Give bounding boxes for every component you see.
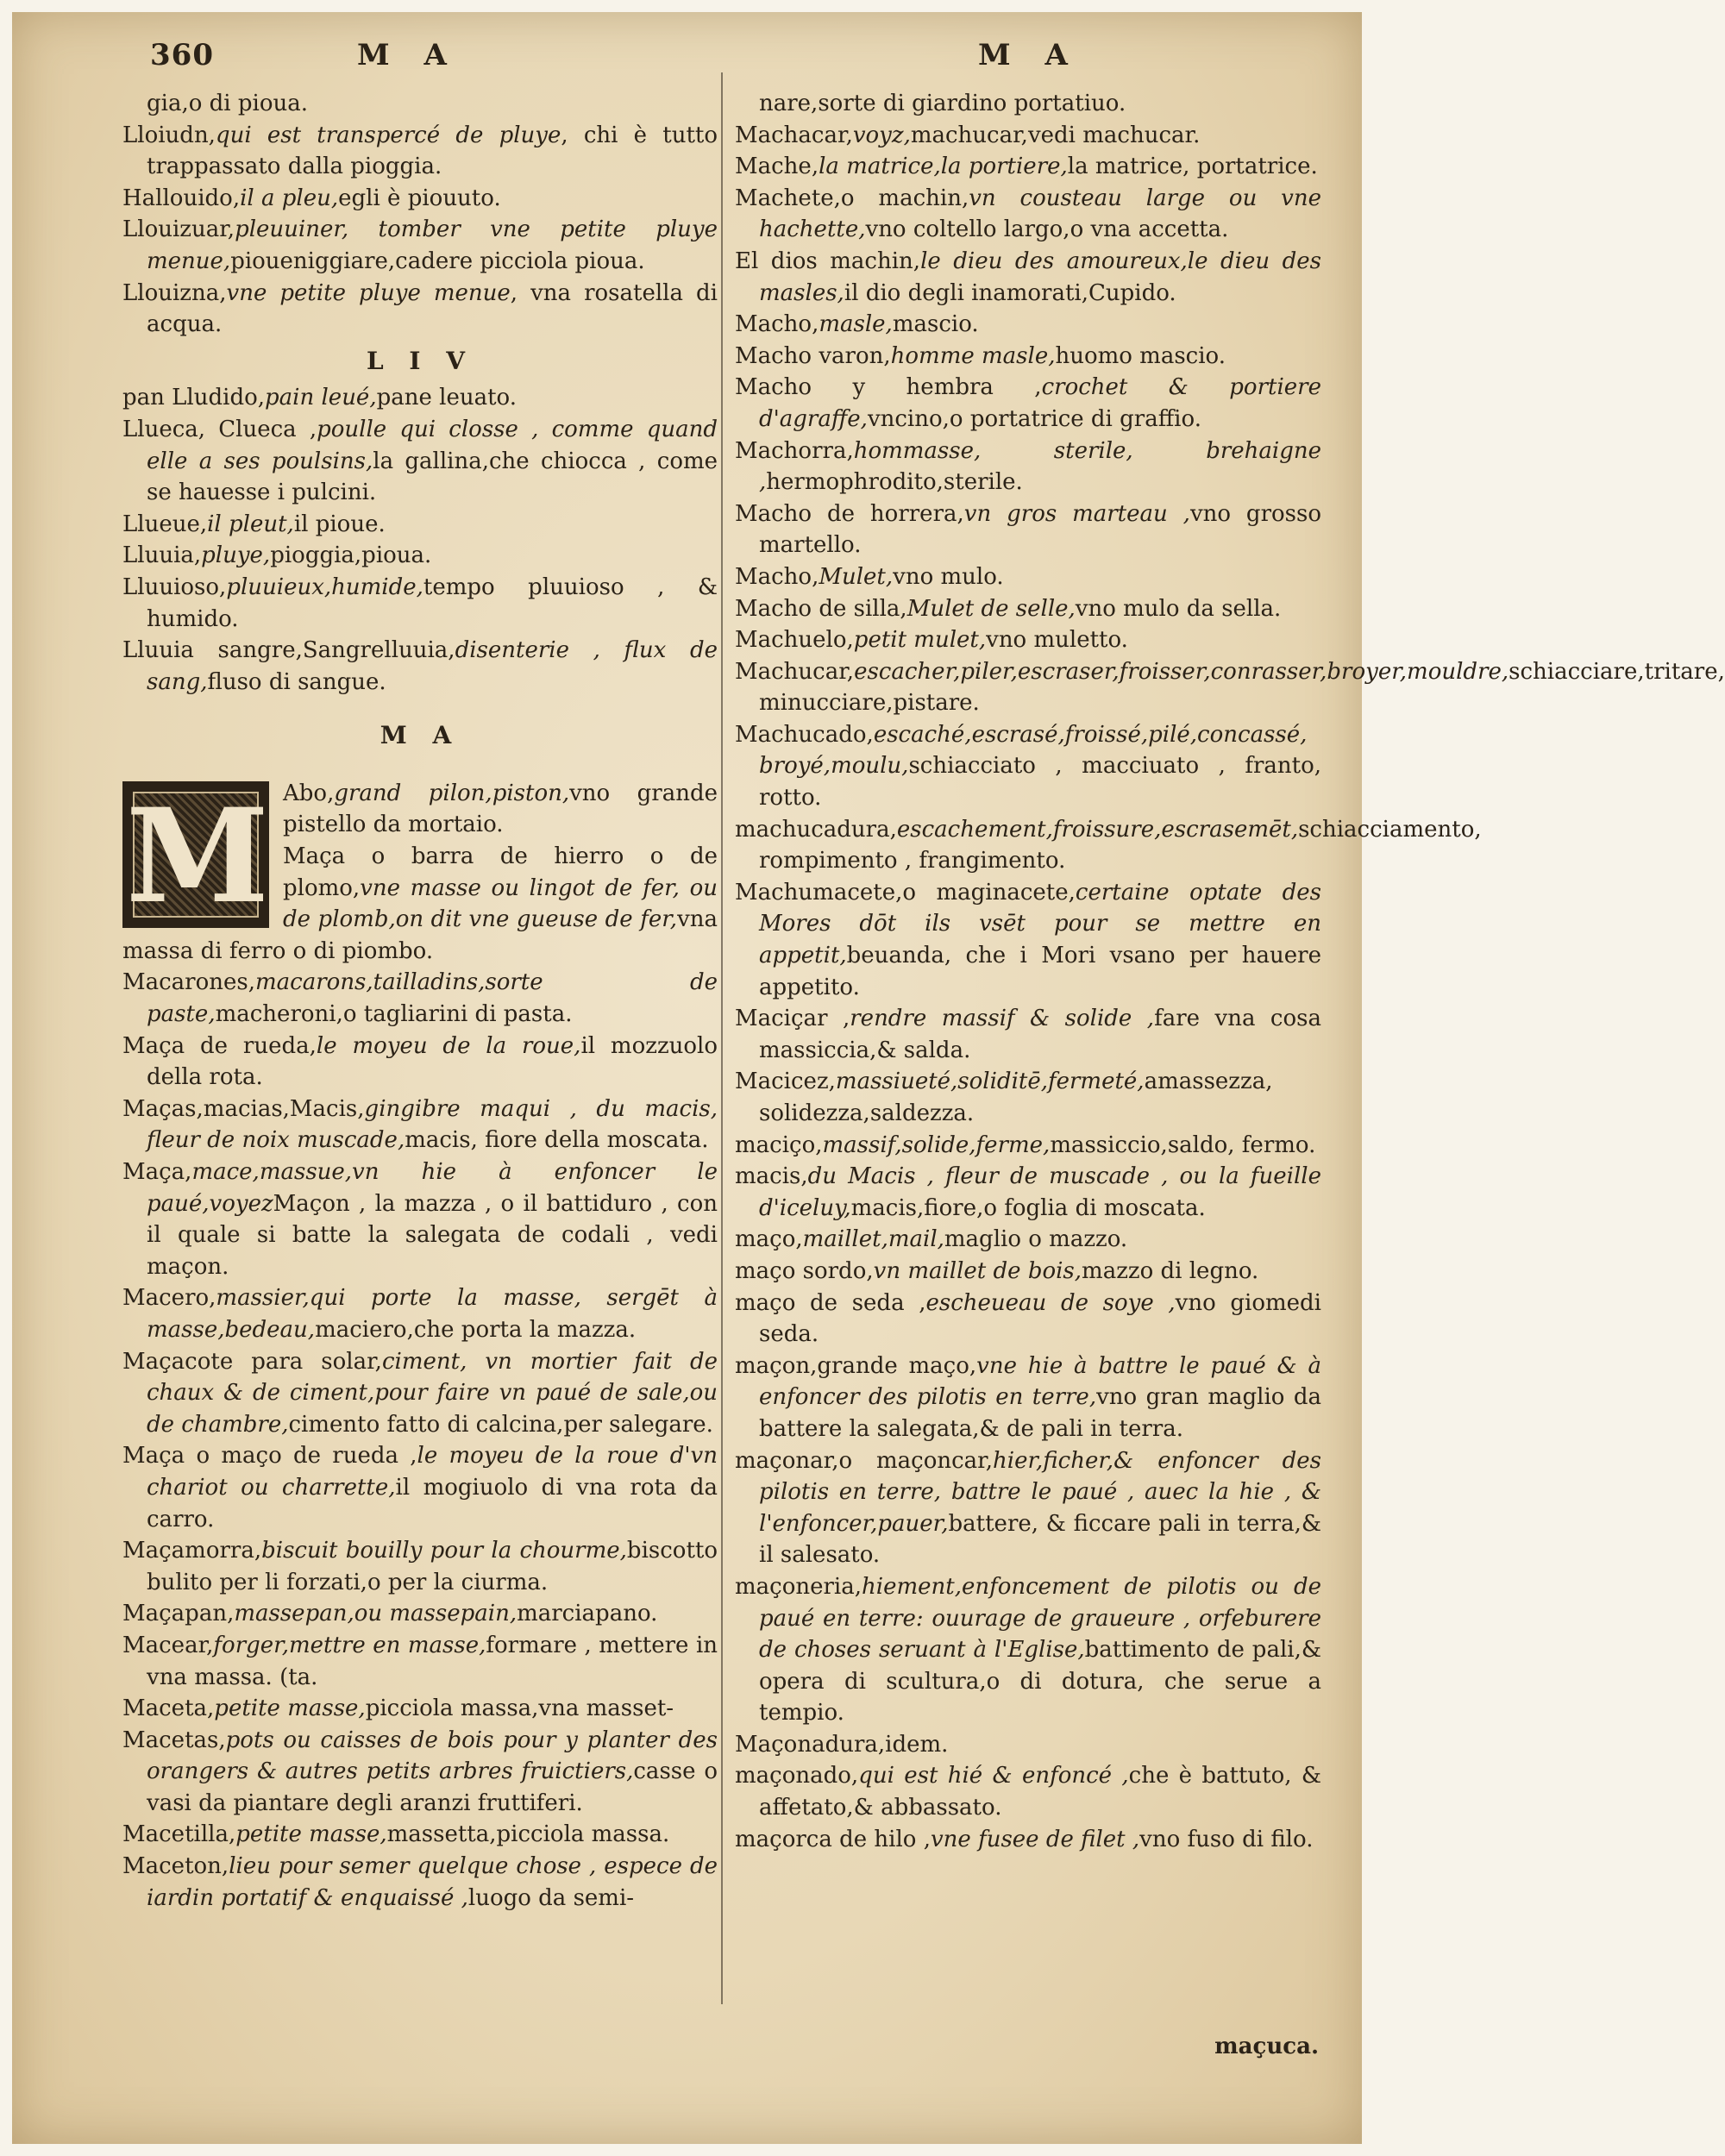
dictionary-page <box>12 12 1725 2144</box>
entry-italian: nare,sorte di giardino portatiuo. <box>759 91 1126 116</box>
entry-italian: tempo pluuioso , & humido. <box>147 573 718 632</box>
entry-french: vne petite pluye menue <box>226 279 511 306</box>
entry-headword: macis, <box>735 1163 808 1190</box>
entry-headword: Lloiudn, <box>122 122 216 148</box>
entry-italian: , chi è tutto trappassato dalla pioggia. <box>147 122 718 180</box>
entry-italian: pioueniggiare,cadere picciola pioua. <box>230 248 645 274</box>
right-column <box>735 88 1725 1855</box>
dictionary-entry <box>735 877 1321 1003</box>
dictionary-entry <box>735 498 1321 561</box>
dictionary-entry <box>122 1282 718 1345</box>
dictionary-entry <box>735 183 1321 246</box>
entry-italian: egli è piouuto. <box>338 185 501 211</box>
entry-italian: Maçon , la mazza , o il battiduro , con il quale si batte la salegata de codali , vedi maçon. <box>147 1190 718 1280</box>
entry-continuation <box>735 88 1321 120</box>
entry-headword: Llouizna, <box>122 279 227 306</box>
catchword: maçuca. <box>1214 2034 1319 2059</box>
entry-headword: Maça o barra de hierro o de plomo, <box>283 843 718 901</box>
section-heading: L I V <box>366 346 474 375</box>
entry-french: vn cousteau large ou vne hachette, <box>759 185 1322 243</box>
dictionary-entry <box>735 246 1321 309</box>
entry-french: ciment, vn mortier fait de chaux & de ciment,pour faire vn paué de sale,ou de chambre, <box>147 1348 718 1438</box>
dictionary-entry <box>735 719 1321 814</box>
entry-italian: marciapano. <box>517 1601 658 1627</box>
entry-italian: machucar,vedi machucar. <box>910 122 1201 148</box>
dictionary-entry <box>735 1066 1321 1129</box>
entry-headword: Macho, <box>735 311 819 338</box>
dictionary-entry <box>122 540 718 572</box>
entry-italian: vno muletto. <box>986 627 1128 654</box>
entry-headword: Lluuia sangre,Sangrelluuia, <box>122 637 455 664</box>
entry-italian: idem. <box>885 1731 949 1758</box>
entry-headword: Macho de silla, <box>735 595 907 622</box>
dictionary-entry <box>735 151 1321 183</box>
entry-italian: massiccio,saldo, fermo. <box>1050 1131 1316 1158</box>
entry-french: vne hie à battre le paué & à enfoncer des pilotis en terre, <box>759 1352 1321 1411</box>
initial-letter: M <box>126 780 270 932</box>
dictionary-entry <box>735 1161 1321 1224</box>
entry-french: pain leué, <box>265 385 377 411</box>
entry-french: petite masse, <box>235 1821 387 1848</box>
entry-headword: Macear, <box>122 1632 214 1658</box>
dictionary-entry <box>735 1760 1321 1823</box>
entry-italian: vno grosso martello. <box>759 500 1321 559</box>
entry-headword: Maça de rueda, <box>122 1032 317 1059</box>
entry-headword: maçon,grande maço, <box>735 1352 977 1379</box>
entry-headword: Maçacote para solar, <box>122 1348 382 1375</box>
entry-italian: vno grande pistello da mortaio. <box>283 780 718 838</box>
dictionary-entry <box>735 1729 1321 1761</box>
entry-headword: Maceton, <box>122 1853 229 1880</box>
entry-italian: vno fuso di filo. <box>1139 1826 1314 1852</box>
dictionary-entry <box>735 656 1725 719</box>
entry-italian: amassezza, solidezza,saldezza. <box>759 1069 1273 1126</box>
entry-french: pluuieux,humide, <box>226 573 423 600</box>
dictionary-entry <box>735 120 1321 152</box>
entry-french: qui est transpercé de pluye <box>215 122 561 148</box>
entry-french: le moyeu de la roue, <box>316 1032 581 1059</box>
entry-french: vn gros marteau , <box>963 500 1190 527</box>
entry-french: forger,mettre en masse, <box>213 1632 486 1658</box>
entry-french: petit mulet, <box>853 627 987 654</box>
entry-italian: vno gran maglio da battere la salegata,& de pali in terra. <box>759 1384 1321 1442</box>
decorated-initial-icon <box>122 780 270 932</box>
entry-italian: macheroni,o tagliarini di pasta. <box>215 1001 573 1028</box>
entry-headword: Macho y hembra , <box>735 374 1042 401</box>
entry-french: pleuuiner, tomber vne petite pluye menue, <box>147 216 718 274</box>
entry-headword: Maçapan, <box>122 1601 235 1627</box>
entry-italian: pane leuato. <box>376 385 517 411</box>
entry-italian: casse o vasi da piantare degli aranzi fruttiferi. <box>147 1758 718 1816</box>
entry-headword: Machuelo, <box>735 627 854 654</box>
entry-french: massif,solide,ferme, <box>822 1131 1051 1158</box>
column-divider <box>721 72 723 2004</box>
entry-headword: Maça o maço de rueda , <box>122 1443 417 1470</box>
dictionary-entry <box>735 1256 1321 1288</box>
dictionary-entry <box>735 436 1321 498</box>
entry-italian: gia,o di pioua. <box>147 91 308 116</box>
entry-headword: maçonado, <box>735 1763 859 1789</box>
entry-headword: Hallouido, <box>122 185 241 211</box>
entry-italian: il mozzuolo della rota. <box>147 1032 718 1091</box>
entry-french: vn maillet de bois, <box>873 1257 1082 1284</box>
dictionary-entry <box>735 624 1321 656</box>
entry-italian: beuanda, che i Mori vsano per hauere appetito. <box>759 943 1321 1000</box>
entry-french: voyz, <box>852 122 911 148</box>
entry-headword: Maceta, <box>122 1695 215 1722</box>
entry-headword: Macarones, <box>122 969 256 996</box>
entry-french: hommasse, sterile, brehaigne , <box>759 437 1321 496</box>
dictionary-entry <box>735 1351 1321 1445</box>
entry-italian: vno mulo. <box>893 563 1004 590</box>
entry-headword: Machucado, <box>735 721 874 748</box>
dictionary-entry <box>122 572 718 635</box>
entry-french: escachement,froissure,escrasemēt, <box>896 816 1299 843</box>
section-heading: M A <box>380 721 461 750</box>
entry-italian: fare vna cosa massiccia,& salda. <box>759 1006 1321 1063</box>
entry-headword: Macero, <box>122 1285 216 1312</box>
entry-italian: massetta,picciola massa. <box>386 1821 670 1848</box>
entry-french: Mulet de selle, <box>906 595 1076 622</box>
entry-headword: Machete,o machin, <box>735 185 969 211</box>
entry-headword: maçonar,o maçoncar, <box>735 1447 994 1474</box>
dictionary-entry <box>122 1094 718 1156</box>
dictionary-entry <box>122 1031 718 1094</box>
entry-italian: mascio. <box>892 311 979 338</box>
entry-headword: pan Lludido, <box>122 385 266 411</box>
dictionary-entry <box>735 341 1321 373</box>
entry-french: petite masse, <box>214 1695 366 1722</box>
entry-italian: la matrice, portatrice. <box>1067 154 1318 180</box>
dictionary-entry <box>122 382 718 414</box>
entry-headword: Machumacete,o maginacete, <box>735 879 1076 906</box>
entry-headword: Macicez, <box>735 1069 836 1095</box>
dictionary-entry <box>122 214 718 277</box>
entry-italian: huomo mascio. <box>1055 342 1226 369</box>
entry-headword: Machucar, <box>735 658 855 685</box>
entry-headword: Macetilla, <box>122 1821 236 1848</box>
entry-headword: Macho varon, <box>735 342 891 369</box>
entry-headword: maço de seda , <box>735 1289 926 1316</box>
entry-italian: cimento fatto di calcina,per salegare. <box>288 1411 713 1438</box>
dictionary-entry <box>122 635 718 698</box>
entry-italian: il dio degli inamorati,Cupido. <box>844 279 1176 306</box>
entry-french: Mulet, <box>819 563 894 590</box>
entry-headword: Maçamorra, <box>122 1538 262 1564</box>
entry-headword: Lluuia, <box>122 542 202 569</box>
dictionary-entry <box>735 1288 1321 1351</box>
entry-italian: schiacciamento, rompimento , frangimento. <box>759 816 1482 874</box>
dictionary-entry <box>122 1819 718 1851</box>
dictionary-entry <box>122 967 718 1030</box>
entry-headword: Llueue, <box>122 511 208 537</box>
entry-italian: schiacciato , macciuato , franto, rotto. <box>759 753 1321 812</box>
dictionary-entry <box>122 278 718 341</box>
entry-headword: Maçonadura, <box>735 1731 886 1758</box>
entry-italian: vno giomedi seda. <box>759 1289 1321 1348</box>
entry-french: massier,qui porte la masse, sergēt à masse,bedeau, <box>147 1285 718 1343</box>
dictionary-entry <box>122 414 718 509</box>
entry-french: mace,massue,vn hie à enfoncer le paué,voyez <box>147 1159 718 1217</box>
entry-headword: Macetas, <box>122 1727 226 1753</box>
entry-french: escaché,escrasé,froissé,pilé,concassé, broyé,moulu, <box>759 721 1308 780</box>
initial-entry-block <box>122 778 718 968</box>
left-column <box>122 88 718 1914</box>
dictionary-entry <box>735 1224 1321 1256</box>
entry-french: la matrice,la portiere, <box>819 154 1068 180</box>
entry-french: masle, <box>819 311 893 338</box>
dictionary-entry <box>735 561 1321 593</box>
entry-french: du Macis , fleur de muscade , ou la fueille d'iceluy, <box>759 1163 1321 1221</box>
dictionary-entry <box>122 1440 718 1535</box>
entry-headword: maciço, <box>735 1131 823 1158</box>
entry-italian: vno coltello largo,o vna accetta. <box>865 216 1229 243</box>
entry-french: maillet,mail, <box>802 1226 944 1253</box>
entry-french: hier,ficher,& enfoncer des pilotis en terre, battre le paué , auec la hie , & l'enfoncer,pauer, <box>759 1447 1321 1537</box>
entry-french: escacher,piler,escraser,froisser,conrasser,broyer,mouldre, <box>854 658 1509 685</box>
entry-headword: Macho de horrera, <box>735 500 964 527</box>
entry-headword: maçoneria, <box>735 1573 862 1600</box>
entry-french: hiement,enfoncement de pilotis ou de paué en terre: ouurage de graueure , orfeburere de choses seruant à l'Eglise, <box>759 1573 1321 1664</box>
entry-italian: maglio o mazzo. <box>944 1226 1128 1253</box>
dictionary-entry <box>122 1851 718 1914</box>
entry-french: disenterie , flux de sang, <box>147 637 718 695</box>
dictionary-entry <box>122 1630 718 1693</box>
entry-italian: biscotto bulito per li forzati,o per la ciurma. <box>147 1538 718 1595</box>
entry-italian: formare , mettere in vna massa. (ta. <box>147 1632 718 1690</box>
entry-french: escheueau de soye , <box>925 1289 1176 1316</box>
entry-italian: picciola massa,vna masset- <box>365 1695 674 1722</box>
entry-italian: il mogiuolo di vna rota da carro. <box>147 1474 718 1532</box>
entry-french: il a pleu, <box>240 185 339 211</box>
entry-french: crochet & portiere d'agraffe, <box>759 374 1321 432</box>
entry-french: il pleut, <box>207 511 294 537</box>
entry-headword: Machacar, <box>735 122 853 148</box>
entry-french: le dieu des amoureux,le dieu des masles, <box>759 248 1321 306</box>
dictionary-entry <box>735 1445 1321 1571</box>
entry-headword: machucadura, <box>735 816 897 843</box>
dictionary-entry <box>122 509 718 541</box>
entry-french: grand pilon,piston, <box>334 780 570 806</box>
entry-french: lieu pour semer quelque chose , espece de iardin portatif & enquaissé , <box>147 1853 718 1911</box>
dictionary-entry <box>735 814 1482 877</box>
entry-headword: Llueca, Clueca , <box>122 416 317 442</box>
dictionary-entry <box>735 1003 1321 1066</box>
entry-french: massiueté,soliditē,fermeté, <box>835 1069 1145 1095</box>
dictionary-entry <box>735 309 1321 341</box>
entry-headword: maço, <box>735 1226 803 1253</box>
entry-italian: che è battuto, & affetato,& abbassato. <box>759 1763 1322 1821</box>
entry-french: gingibre maqui , du macis, fleur de noix muscade, <box>147 1095 718 1154</box>
dictionary-entry <box>122 183 718 215</box>
entry-continuation <box>122 88 718 120</box>
entry-italian: macis,fiore,o foglia di moscata. <box>850 1194 1206 1221</box>
entry-headword: El dios machin, <box>735 248 921 274</box>
entry-headword: Abo, <box>283 780 335 806</box>
entry-italian: macis, fiore della moscata. <box>405 1127 709 1154</box>
entry-headword: Llouizuar, <box>122 216 235 243</box>
entry-italian: luogo da semi- <box>467 1884 635 1911</box>
entry-italian: fluso di sangue. <box>207 668 386 695</box>
entry-headword: Macho, <box>735 563 819 590</box>
entry-french: macarons,tailladins,sorte de paste, <box>147 969 718 1028</box>
dictionary-entry <box>735 372 1321 435</box>
dictionary-entry <box>122 1535 718 1598</box>
entry-headword: Machorra, <box>735 437 854 464</box>
dictionary-entry <box>735 1130 1321 1162</box>
entry-french: pluye, <box>201 542 271 569</box>
entry-french: homme masle, <box>890 342 1056 369</box>
dictionary-entry <box>735 1824 1321 1856</box>
entry-headword: Maça, <box>122 1159 192 1185</box>
page-number: 360 <box>150 38 214 72</box>
running-head-left: M A <box>357 38 459 72</box>
entry-italian: mazzo di legno. <box>1082 1257 1259 1284</box>
entry-french: massepan,ou massepain, <box>234 1601 518 1627</box>
dictionary-entry <box>122 1725 718 1820</box>
dictionary-entry <box>122 1693 718 1725</box>
entry-italian: la gallina,che chiocca , come se hauesse i pulcini. <box>147 448 718 506</box>
entry-italian: vno mulo da sella. <box>1075 595 1282 622</box>
entry-french: pots ou caisses de bois pour y planter des orangers & autres petits arbres fruictiers, <box>147 1727 718 1785</box>
dictionary-entry <box>122 120 718 183</box>
entry-headword: Maças,macias,Macis, <box>122 1095 365 1122</box>
entry-italian: pioggia,pioua. <box>270 542 432 569</box>
entry-french: qui est hié & enfoncé , <box>858 1763 1129 1789</box>
entry-french: poulle qui closse , comme quand elle a ses poulsins, <box>147 416 718 474</box>
entry-headword: Lluuioso, <box>122 573 227 600</box>
dictionary-entry <box>122 1598 718 1630</box>
entry-italian: battere, & ficcare pali in terra,& il salesato. <box>759 1510 1321 1569</box>
entry-headword: Mache, <box>735 154 819 180</box>
entry-italian: vna massa di ferro o di piombo. <box>122 906 718 964</box>
entry-italian: maciero,che porta la mazza. <box>315 1316 637 1343</box>
dictionary-entry <box>122 1346 718 1441</box>
entry-french: certaine optate des Mores dōt ils vsēt pour se mettre en appetit, <box>759 879 1321 969</box>
dictionary-entry <box>735 1571 1321 1729</box>
entry-italian: il pioue. <box>293 511 386 537</box>
entry-italian: vncino,o portatrice di graffio. <box>867 405 1201 432</box>
dictionary-entry <box>735 593 1321 625</box>
entry-headword: maçorca de hilo , <box>735 1826 931 1852</box>
entry-french: rendre massif & solide , <box>850 1006 1155 1032</box>
entry-italian: hermophrodito,sterile. <box>766 469 1023 496</box>
entry-headword: maço sordo, <box>735 1257 874 1284</box>
entry-french: biscuit bouilly pour la chourme, <box>261 1538 627 1564</box>
entry-headword: Maciçar , <box>735 1006 850 1032</box>
dictionary-entry <box>122 1156 718 1282</box>
running-head-right: M A <box>978 38 1080 72</box>
entry-italian: battimento de pali,& opera di scultura,o di dotura, che serue a tempio. <box>759 1637 1321 1727</box>
entry-italian: schiacciare,tritare, minucciare,pistare. <box>759 658 1725 717</box>
entry-french: le moyeu de la roue d'vn chariot ou charrette, <box>147 1443 718 1501</box>
entry-italian: , vna rosatella di acqua. <box>147 279 718 338</box>
entry-french: vne fusee de filet , <box>930 1826 1140 1852</box>
entry-french: vne masse ou lingot de fer, ou de plomb,on dit vne gueuse de fer, <box>283 874 718 933</box>
